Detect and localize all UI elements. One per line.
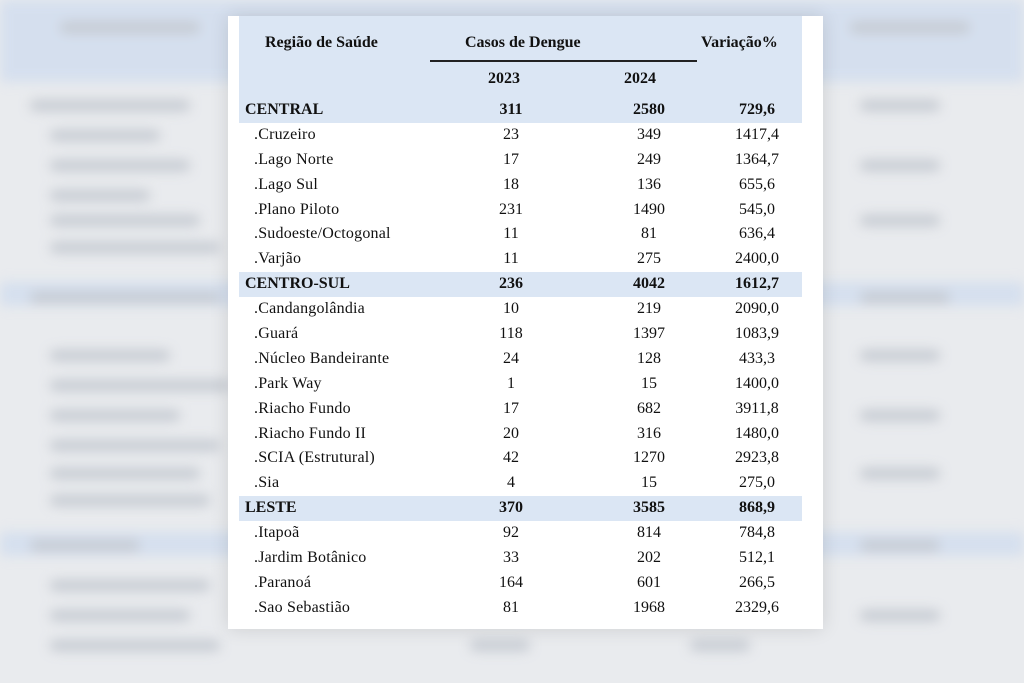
table-body xyxy=(239,98,802,621)
table-row xyxy=(239,422,802,447)
row-cases-2024: 136 xyxy=(637,175,661,193)
row-variation: 1364,7 xyxy=(735,150,779,168)
row-cases-2023: 370 xyxy=(499,499,523,517)
row-name: .Lago Sul xyxy=(254,175,319,193)
header-cases-group: Casos de Dengue xyxy=(465,34,581,51)
row-variation: 1612,7 xyxy=(735,275,779,293)
row-name: .Riacho Fundo xyxy=(254,399,351,417)
row-variation: 545,0 xyxy=(739,200,775,218)
row-cases-2024: 349 xyxy=(637,125,661,143)
row-variation: 729,6 xyxy=(739,101,775,118)
row-cases-2023: 18 xyxy=(503,175,519,193)
row-name: LESTE xyxy=(245,499,297,517)
row-cases-2023: 20 xyxy=(503,424,519,442)
row-variation: 655,6 xyxy=(739,175,775,193)
row-variation: 2329,6 xyxy=(735,598,779,616)
region-row xyxy=(239,272,802,297)
row-cases-2024: 275 xyxy=(637,250,661,268)
row-cases-2023: 236 xyxy=(499,275,523,293)
row-cases-2024: 1968 xyxy=(633,598,665,616)
row-variation: 636,4 xyxy=(739,225,775,243)
row-cases-2024: 81 xyxy=(641,225,657,243)
table-row xyxy=(239,297,802,322)
table-row xyxy=(239,198,802,223)
row-variation: 266,5 xyxy=(739,573,775,591)
row-variation: 1417,4 xyxy=(735,125,779,143)
table-row xyxy=(239,546,802,571)
table-row xyxy=(239,173,802,198)
table-row xyxy=(239,397,802,422)
row-cases-2024: 682 xyxy=(637,399,661,417)
row-cases-2023: 1 xyxy=(507,374,515,392)
row-cases-2023: 17 xyxy=(503,399,519,417)
row-cases-2023: 164 xyxy=(499,573,523,591)
dengue-table-card xyxy=(228,16,823,629)
row-cases-2023: 11 xyxy=(503,250,519,268)
table-row xyxy=(239,596,802,621)
table-row xyxy=(239,471,802,496)
row-name: .Cruzeiro xyxy=(254,125,316,143)
row-cases-2023: 42 xyxy=(503,449,519,467)
table-row xyxy=(239,571,802,596)
row-name: CENTRO-SUL xyxy=(245,275,350,293)
row-name: .Plano Piloto xyxy=(254,200,340,218)
row-variation: 868,9 xyxy=(739,499,775,517)
row-cases-2024: 1397 xyxy=(633,325,665,343)
row-variation: 1400,0 xyxy=(735,374,779,392)
row-cases-2023: 33 xyxy=(503,549,519,567)
row-variation: 2400,0 xyxy=(735,250,779,268)
row-cases-2023: 118 xyxy=(499,325,523,343)
row-variation: 433,3 xyxy=(739,349,775,367)
row-name: .Park Way xyxy=(254,374,322,392)
table-row xyxy=(239,347,802,372)
row-cases-2023: 17 xyxy=(503,150,519,168)
row-name: .Lago Norte xyxy=(254,150,334,168)
row-cases-2023: 24 xyxy=(503,349,519,367)
table-row xyxy=(239,148,802,173)
table-row xyxy=(239,446,802,471)
table-row xyxy=(239,222,802,247)
table-row xyxy=(239,123,802,148)
row-cases-2024: 249 xyxy=(637,150,661,168)
row-cases-2023: 10 xyxy=(503,300,519,318)
row-cases-2023: 231 xyxy=(499,200,523,218)
row-cases-2024: 316 xyxy=(637,424,661,442)
header-region: Região de Saúde xyxy=(265,34,378,51)
row-cases-2024: 601 xyxy=(637,573,661,591)
row-variation: 1480,0 xyxy=(735,424,779,442)
row-name: .Sudoeste/Octogonal xyxy=(254,225,391,243)
table-row xyxy=(239,521,802,546)
row-name: .Núcleo Bandeirante xyxy=(254,349,390,367)
row-variation: 784,8 xyxy=(739,524,775,542)
row-variation: 3911,8 xyxy=(735,399,779,417)
row-variation: 275,0 xyxy=(739,474,775,492)
row-name: .Sia xyxy=(254,474,280,492)
header-variation: Variação% xyxy=(701,34,778,51)
row-name: .Riacho Fundo II xyxy=(254,424,367,442)
row-cases-2023: 11 xyxy=(503,225,519,243)
row-cases-2023: 23 xyxy=(503,125,519,143)
row-cases-2024: 3585 xyxy=(633,499,665,517)
row-variation: 2090,0 xyxy=(735,300,779,318)
row-cases-2024: 202 xyxy=(637,549,661,567)
row-cases-2024: 15 xyxy=(641,374,657,392)
row-variation: 1083,9 xyxy=(735,325,779,343)
table-row xyxy=(239,247,802,272)
row-cases-2024: 1270 xyxy=(633,449,665,467)
row-name: .SCIA (Estrutural) xyxy=(254,449,375,467)
row-name: CENTRAL xyxy=(245,101,324,118)
row-name: .Jardim Botânico xyxy=(254,549,367,567)
row-cases-2024: 15 xyxy=(641,474,657,492)
header-group-rule xyxy=(430,60,697,62)
row-cases-2024: 2580 xyxy=(633,101,665,118)
row-cases-2024: 1490 xyxy=(633,200,665,218)
row-variation: 2923,8 xyxy=(735,449,779,467)
row-cases-2024: 4042 xyxy=(633,275,665,293)
row-name: .Guará xyxy=(254,325,299,343)
header-year-2024: 2024 xyxy=(624,70,656,87)
row-variation: 512,1 xyxy=(739,549,775,567)
row-name: .Candangolândia xyxy=(254,300,365,318)
row-cases-2024: 814 xyxy=(637,524,661,542)
row-cases-2023: 92 xyxy=(503,524,519,542)
row-name: .Sao Sebastião xyxy=(254,598,351,616)
table-header xyxy=(239,16,802,111)
row-cases-2024: 219 xyxy=(637,300,661,318)
row-name: .Varjão xyxy=(254,250,302,268)
header-year-2023: 2023 xyxy=(488,70,520,87)
region-row xyxy=(239,496,802,521)
row-name: .Itapoã xyxy=(254,524,300,542)
region-row xyxy=(239,98,802,123)
row-cases-2023: 4 xyxy=(507,474,515,492)
row-name: .Paranoá xyxy=(254,573,312,591)
table-row xyxy=(239,322,802,347)
row-cases-2023: 311 xyxy=(499,101,523,118)
row-cases-2023: 81 xyxy=(503,598,519,616)
table-row xyxy=(239,372,802,397)
row-cases-2024: 128 xyxy=(637,349,661,367)
